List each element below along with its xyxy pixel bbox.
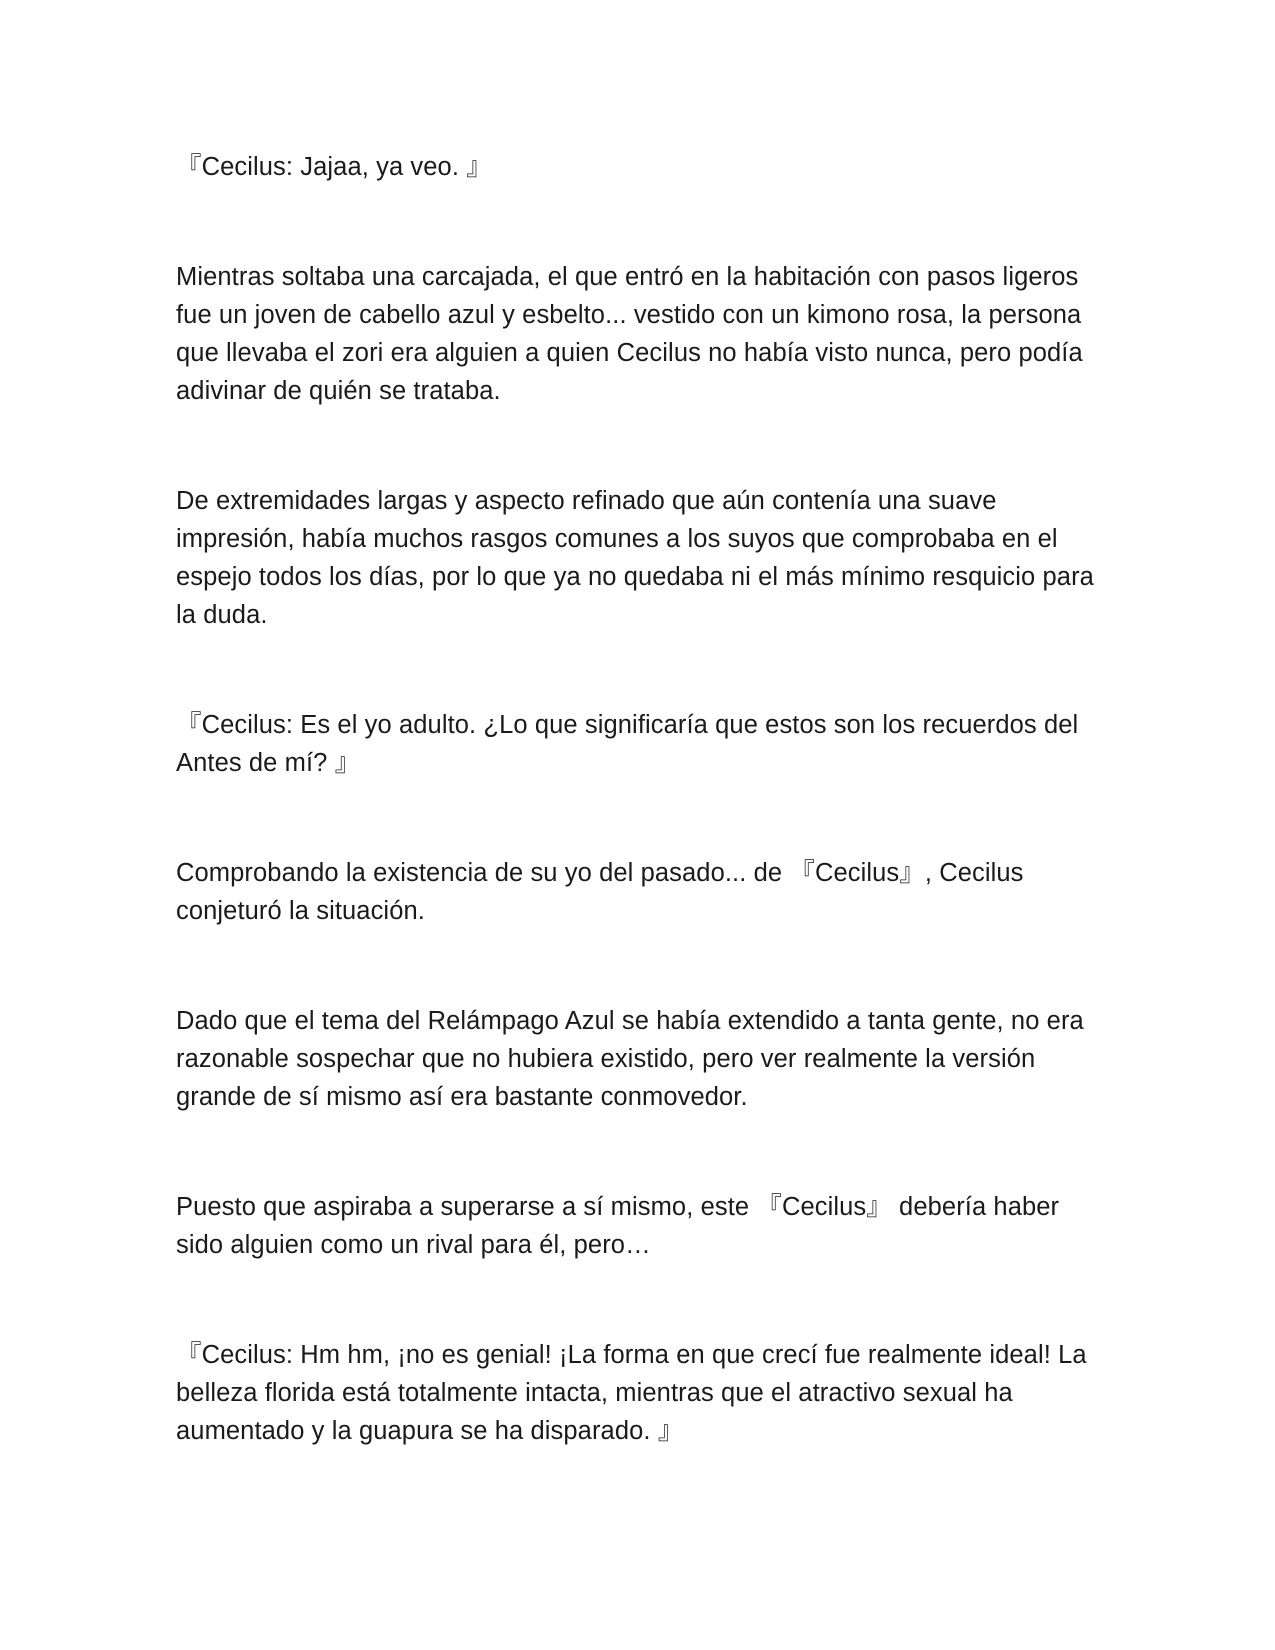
dialogue-paragraph: 『Cecilus: Jajaa, ya veo. 』	[176, 153, 492, 181]
narration-paragraph: Comprobando la existencia de su yo del pasado... de 『Cecilus』, Cecilus conjeturó la situación.	[176, 859, 1024, 925]
document-body	[176, 148, 1106, 1450]
dialogue-paragraph: 『Cecilus: Es el yo adulto. ¿Lo que significaría que estos son los recuerdos del Antes de mí? 』	[176, 711, 1079, 777]
narration-paragraph: Dado que el tema del Relámpago Azul se había extendido a tanta gente, no era razonable sospechar que no hubiera existido, pero ver realmente la versión grande de sí mismo así era bastante conmovedor.	[176, 1007, 1084, 1111]
narration-paragraph: De extremidades largas y aspecto refinado que aún contenía una suave impresión, había muchos rasgos comunes a los suyos que comprobaba en el espejo todos los días, por lo que ya no quedaba ni el más mínimo resquicio para la duda.	[176, 487, 1094, 629]
narration-paragraph: Mientras soltaba una carcajada, el que entró en la habitación con pasos ligeros fue un joven de cabello azul y esbelto... vestido con un kimono rosa, la persona que llevaba el zori era alguien a quien Cecilus no había visto nunca, pero podía adivinar de quién se trataba.	[176, 263, 1083, 405]
dialogue-paragraph: 『Cecilus: Hm hm, ¡no es genial! ¡La forma en que crecí fue realmente ideal! La belleza florida está totalmente intacta, mientras que el atractivo sexual ha aumentado y la guapura se ha disparado. 』	[176, 1341, 1087, 1445]
narration-paragraph: Puesto que aspiraba a superarse a sí mismo, este 『Cecilus』 debería haber sido alguien como un rival para él, pero…	[176, 1193, 1060, 1259]
